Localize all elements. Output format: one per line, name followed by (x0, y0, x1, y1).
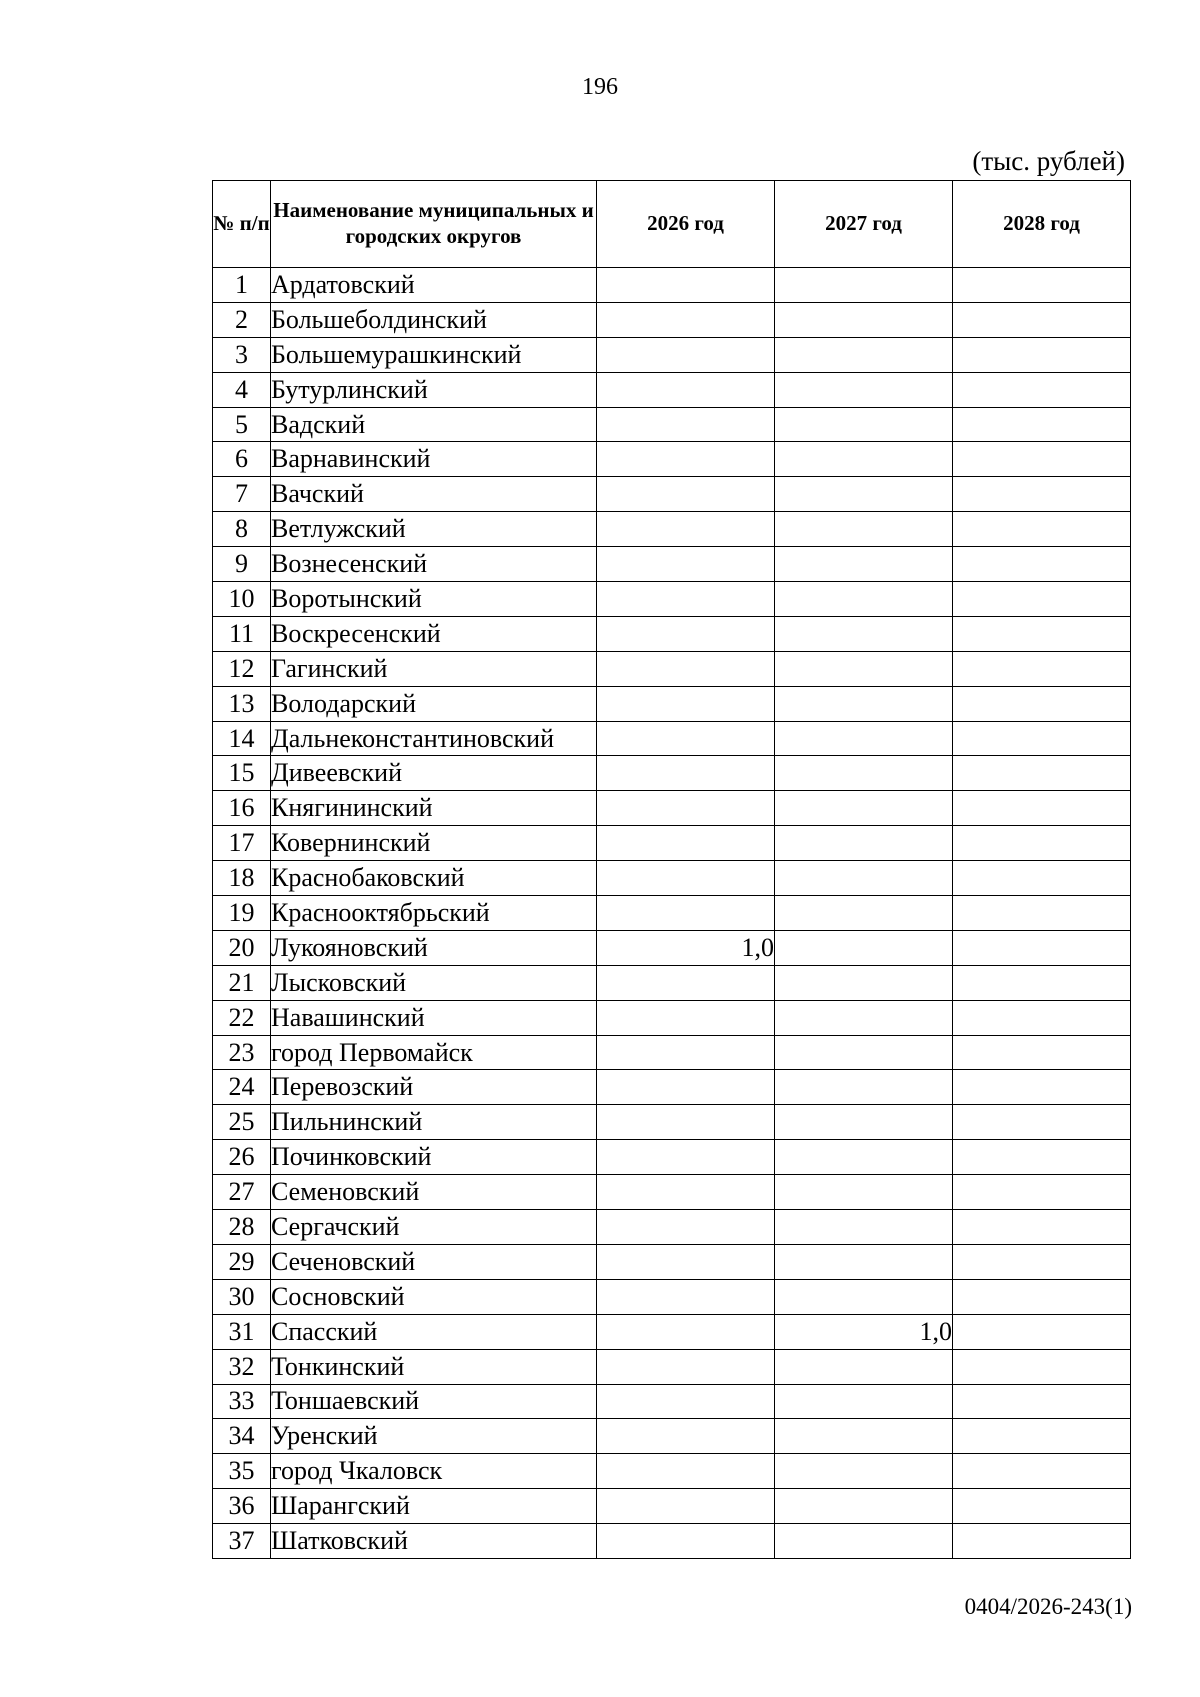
cell-2027 (775, 1524, 953, 1559)
cell-num: 23 (213, 1035, 271, 1070)
cell-name: Вачский (271, 477, 597, 512)
table-row (213, 512, 1131, 547)
cell-2027 (775, 582, 953, 617)
cell-num: 37 (213, 1524, 271, 1559)
cell-2027 (775, 1140, 953, 1175)
cell-2027 (775, 1105, 953, 1140)
cell-2027 (775, 1070, 953, 1105)
cell-name: Княгининский (271, 791, 597, 826)
cell-2028 (953, 512, 1131, 547)
cell-num: 32 (213, 1349, 271, 1384)
cell-num: 24 (213, 1070, 271, 1105)
table-row (213, 686, 1131, 721)
table-row (213, 1524, 1131, 1559)
cell-2026 (597, 721, 775, 756)
cell-2027 (775, 442, 953, 477)
cell-2028 (953, 1140, 1131, 1175)
cell-num: 36 (213, 1489, 271, 1524)
cell-2026 (597, 861, 775, 896)
cell-2027 (775, 1349, 953, 1384)
table-row (213, 756, 1131, 791)
cell-num: 6 (213, 442, 271, 477)
cell-name: Тоншаевский (271, 1384, 597, 1419)
cell-name: Уренский (271, 1419, 597, 1454)
cell-num: 12 (213, 651, 271, 686)
cell-name: Ардатовский (271, 268, 597, 303)
cell-name: Сеченовский (271, 1244, 597, 1279)
header-num: № п/п (213, 181, 271, 268)
cell-2027 (775, 372, 953, 407)
table-row (213, 1279, 1131, 1314)
cell-2027 (775, 1210, 953, 1245)
cell-2028 (953, 1175, 1131, 1210)
header-name: Наименование муниципальных и городских округов (271, 181, 597, 268)
cell-name: Ковернинский (271, 826, 597, 861)
table-row (213, 337, 1131, 372)
cell-2028 (953, 372, 1131, 407)
cell-name: Дивеевский (271, 756, 597, 791)
cell-num: 35 (213, 1454, 271, 1489)
cell-2028 (953, 268, 1131, 303)
table-row (213, 1314, 1131, 1349)
table-row (213, 1000, 1131, 1035)
cell-2028 (953, 407, 1131, 442)
cell-2027 (775, 1279, 953, 1314)
cell-2028 (953, 721, 1131, 756)
cell-2026 (597, 1384, 775, 1419)
cell-2027 (775, 337, 953, 372)
cell-2028 (953, 1489, 1131, 1524)
cell-2027 (775, 547, 953, 582)
units-label: (тыс. рублей) (972, 146, 1125, 176)
cell-2026 (597, 407, 775, 442)
cell-name: Сергачский (271, 1210, 597, 1245)
cell-2027 (775, 651, 953, 686)
cell-num: 25 (213, 1105, 271, 1140)
cell-2028 (953, 1244, 1131, 1279)
cell-name: Сосновский (271, 1279, 597, 1314)
cell-num: 7 (213, 477, 271, 512)
cell-2027 (775, 477, 953, 512)
cell-2028 (953, 1210, 1131, 1245)
table-row (213, 826, 1131, 861)
cell-2027 (775, 930, 953, 965)
table-row (213, 1454, 1131, 1489)
cell-name: Володарский (271, 686, 597, 721)
cell-2027 (775, 686, 953, 721)
cell-num: 5 (213, 407, 271, 442)
header-2028: 2028 год (953, 181, 1131, 268)
cell-num: 22 (213, 1000, 271, 1035)
cell-2027 (775, 1244, 953, 1279)
cell-2026 (597, 512, 775, 547)
cell-2026 (597, 826, 775, 861)
table-row (213, 1070, 1131, 1105)
cell-2028 (953, 861, 1131, 896)
cell-2028 (953, 651, 1131, 686)
cell-num: 31 (213, 1314, 271, 1349)
cell-2026 (597, 372, 775, 407)
cell-2028 (953, 337, 1131, 372)
table-row (213, 582, 1131, 617)
cell-2026 (597, 791, 775, 826)
cell-2027 (775, 302, 953, 337)
cell-2028 (953, 686, 1131, 721)
cell-2027 (775, 896, 953, 931)
table-row (213, 965, 1131, 1000)
cell-2028 (953, 616, 1131, 651)
cell-name: Воскресенский (271, 616, 597, 651)
cell-2026 (597, 1175, 775, 1210)
cell-num: 1 (213, 268, 271, 303)
cell-name: Варнавинский (271, 442, 597, 477)
cell-num: 8 (213, 512, 271, 547)
cell-name: город Первомайск (271, 1035, 597, 1070)
table-row (213, 1035, 1131, 1070)
cell-2028 (953, 965, 1131, 1000)
cell-2028 (953, 1314, 1131, 1349)
cell-2026 (597, 547, 775, 582)
cell-num: 14 (213, 721, 271, 756)
cell-2027 (775, 1489, 953, 1524)
cell-2028 (953, 791, 1131, 826)
cell-2027 (775, 721, 953, 756)
cell-2026 (597, 651, 775, 686)
table-row (213, 896, 1131, 931)
cell-2028 (953, 896, 1131, 931)
cell-name: Тонкинский (271, 1349, 597, 1384)
cell-num: 4 (213, 372, 271, 407)
table-row (213, 861, 1131, 896)
cell-num: 29 (213, 1244, 271, 1279)
cell-2028 (953, 1279, 1131, 1314)
cell-name: Вознесенский (271, 547, 597, 582)
cell-2026 (597, 582, 775, 617)
cell-2026 (597, 1349, 775, 1384)
cell-2028 (953, 547, 1131, 582)
table-header-row (213, 181, 1131, 268)
cell-num: 19 (213, 896, 271, 931)
cell-name: Краснооктябрьский (271, 896, 597, 931)
cell-2027 (775, 268, 953, 303)
cell-2027 (775, 1419, 953, 1454)
cell-2027: 1,0 (775, 1314, 953, 1349)
cell-2027 (775, 616, 953, 651)
cell-name: город Чкаловск (271, 1454, 597, 1489)
cell-name: Лысковский (271, 965, 597, 1000)
cell-2027 (775, 791, 953, 826)
cell-2027 (775, 512, 953, 547)
cell-2026 (597, 1140, 775, 1175)
cell-num: 27 (213, 1175, 271, 1210)
cell-2026 (597, 686, 775, 721)
cell-2026 (597, 1489, 775, 1524)
cell-2027 (775, 756, 953, 791)
table-row (213, 651, 1131, 686)
cell-2026: 1,0 (597, 930, 775, 965)
cell-num: 11 (213, 616, 271, 651)
table-row (213, 442, 1131, 477)
cell-2028 (953, 1035, 1131, 1070)
cell-2026 (597, 1454, 775, 1489)
cell-name: Навашинский (271, 1000, 597, 1035)
table-row (213, 791, 1131, 826)
table-row (213, 302, 1131, 337)
cell-name: Семеновский (271, 1175, 597, 1210)
cell-2027 (775, 826, 953, 861)
cell-name: Бутурлинский (271, 372, 597, 407)
table-row (213, 721, 1131, 756)
cell-2027 (775, 1000, 953, 1035)
cell-2028 (953, 582, 1131, 617)
table-row (213, 1105, 1131, 1140)
cell-num: 13 (213, 686, 271, 721)
table-row (213, 1244, 1131, 1279)
cell-name: Большеболдинский (271, 302, 597, 337)
budget-table (212, 180, 1131, 1559)
cell-name: Большемурашкинский (271, 337, 597, 372)
cell-2028 (953, 756, 1131, 791)
cell-2026 (597, 1105, 775, 1140)
table-row (213, 477, 1131, 512)
cell-2028 (953, 1000, 1131, 1035)
cell-2026 (597, 616, 775, 651)
table-row (213, 547, 1131, 582)
cell-num: 10 (213, 582, 271, 617)
cell-2026 (597, 302, 775, 337)
cell-name: Краснобаковский (271, 861, 597, 896)
cell-2028 (953, 1105, 1131, 1140)
cell-2028 (953, 1070, 1131, 1105)
cell-2026 (597, 965, 775, 1000)
cell-2026 (597, 337, 775, 372)
cell-name: Гагинский (271, 651, 597, 686)
cell-2026 (597, 1000, 775, 1035)
cell-2026 (597, 1035, 775, 1070)
cell-num: 26 (213, 1140, 271, 1175)
cell-name: Вадский (271, 407, 597, 442)
cell-name: Воротынский (271, 582, 597, 617)
header-2027: 2027 год (775, 181, 953, 268)
cell-2026 (597, 1524, 775, 1559)
cell-2026 (597, 442, 775, 477)
table-row (213, 1140, 1131, 1175)
cell-2026 (597, 268, 775, 303)
cell-2028 (953, 442, 1131, 477)
cell-2026 (597, 1244, 775, 1279)
cell-2028 (953, 1384, 1131, 1419)
header-2026: 2026 год (597, 181, 775, 268)
cell-name: Пильнинский (271, 1105, 597, 1140)
cell-name: Шарангский (271, 1489, 597, 1524)
cell-num: 18 (213, 861, 271, 896)
cell-2027 (775, 1035, 953, 1070)
cell-num: 3 (213, 337, 271, 372)
cell-name: Починковский (271, 1140, 597, 1175)
cell-name: Ветлужский (271, 512, 597, 547)
table-row (213, 372, 1131, 407)
cell-2027 (775, 407, 953, 442)
cell-num: 28 (213, 1210, 271, 1245)
cell-name: Спасский (271, 1314, 597, 1349)
cell-2028 (953, 1454, 1131, 1489)
cell-2028 (953, 1349, 1131, 1384)
table-row (213, 407, 1131, 442)
cell-num: 15 (213, 756, 271, 791)
cell-2026 (597, 896, 775, 931)
cell-2027 (775, 1175, 953, 1210)
cell-2028 (953, 302, 1131, 337)
cell-2028 (953, 1524, 1131, 1559)
table-row (213, 1175, 1131, 1210)
table-row (213, 268, 1131, 303)
table-body (213, 268, 1131, 1559)
cell-2028 (953, 1419, 1131, 1454)
cell-num: 20 (213, 930, 271, 965)
cell-name: Дальнеконстантиновский (271, 721, 597, 756)
page-number: 196 (582, 74, 618, 100)
cell-2027 (775, 861, 953, 896)
cell-num: 2 (213, 302, 271, 337)
cell-2026 (597, 1210, 775, 1245)
cell-name: Лукояновский (271, 930, 597, 965)
cell-num: 21 (213, 965, 271, 1000)
cell-name: Шатковский (271, 1524, 597, 1559)
cell-2026 (597, 1070, 775, 1105)
table-row (213, 1349, 1131, 1384)
cell-2026 (597, 756, 775, 791)
document-code: 0404/2026-243(1) (964, 1594, 1132, 1619)
cell-num: 17 (213, 826, 271, 861)
cell-2028 (953, 826, 1131, 861)
cell-num: 33 (213, 1384, 271, 1419)
cell-num: 34 (213, 1419, 271, 1454)
cell-2026 (597, 477, 775, 512)
table-row (213, 1210, 1131, 1245)
cell-2027 (775, 965, 953, 1000)
table-row (213, 930, 1131, 965)
cell-2027 (775, 1384, 953, 1419)
cell-num: 9 (213, 547, 271, 582)
cell-2026 (597, 1279, 775, 1314)
cell-name: Перевозский (271, 1070, 597, 1105)
table-row (213, 1419, 1131, 1454)
table-row (213, 616, 1131, 651)
cell-num: 30 (213, 1279, 271, 1314)
cell-2028 (953, 477, 1131, 512)
table-row (213, 1489, 1131, 1524)
cell-2027 (775, 1454, 953, 1489)
cell-2026 (597, 1419, 775, 1454)
cell-num: 16 (213, 791, 271, 826)
cell-2026 (597, 1314, 775, 1349)
cell-2028 (953, 930, 1131, 965)
table-row (213, 1384, 1131, 1419)
